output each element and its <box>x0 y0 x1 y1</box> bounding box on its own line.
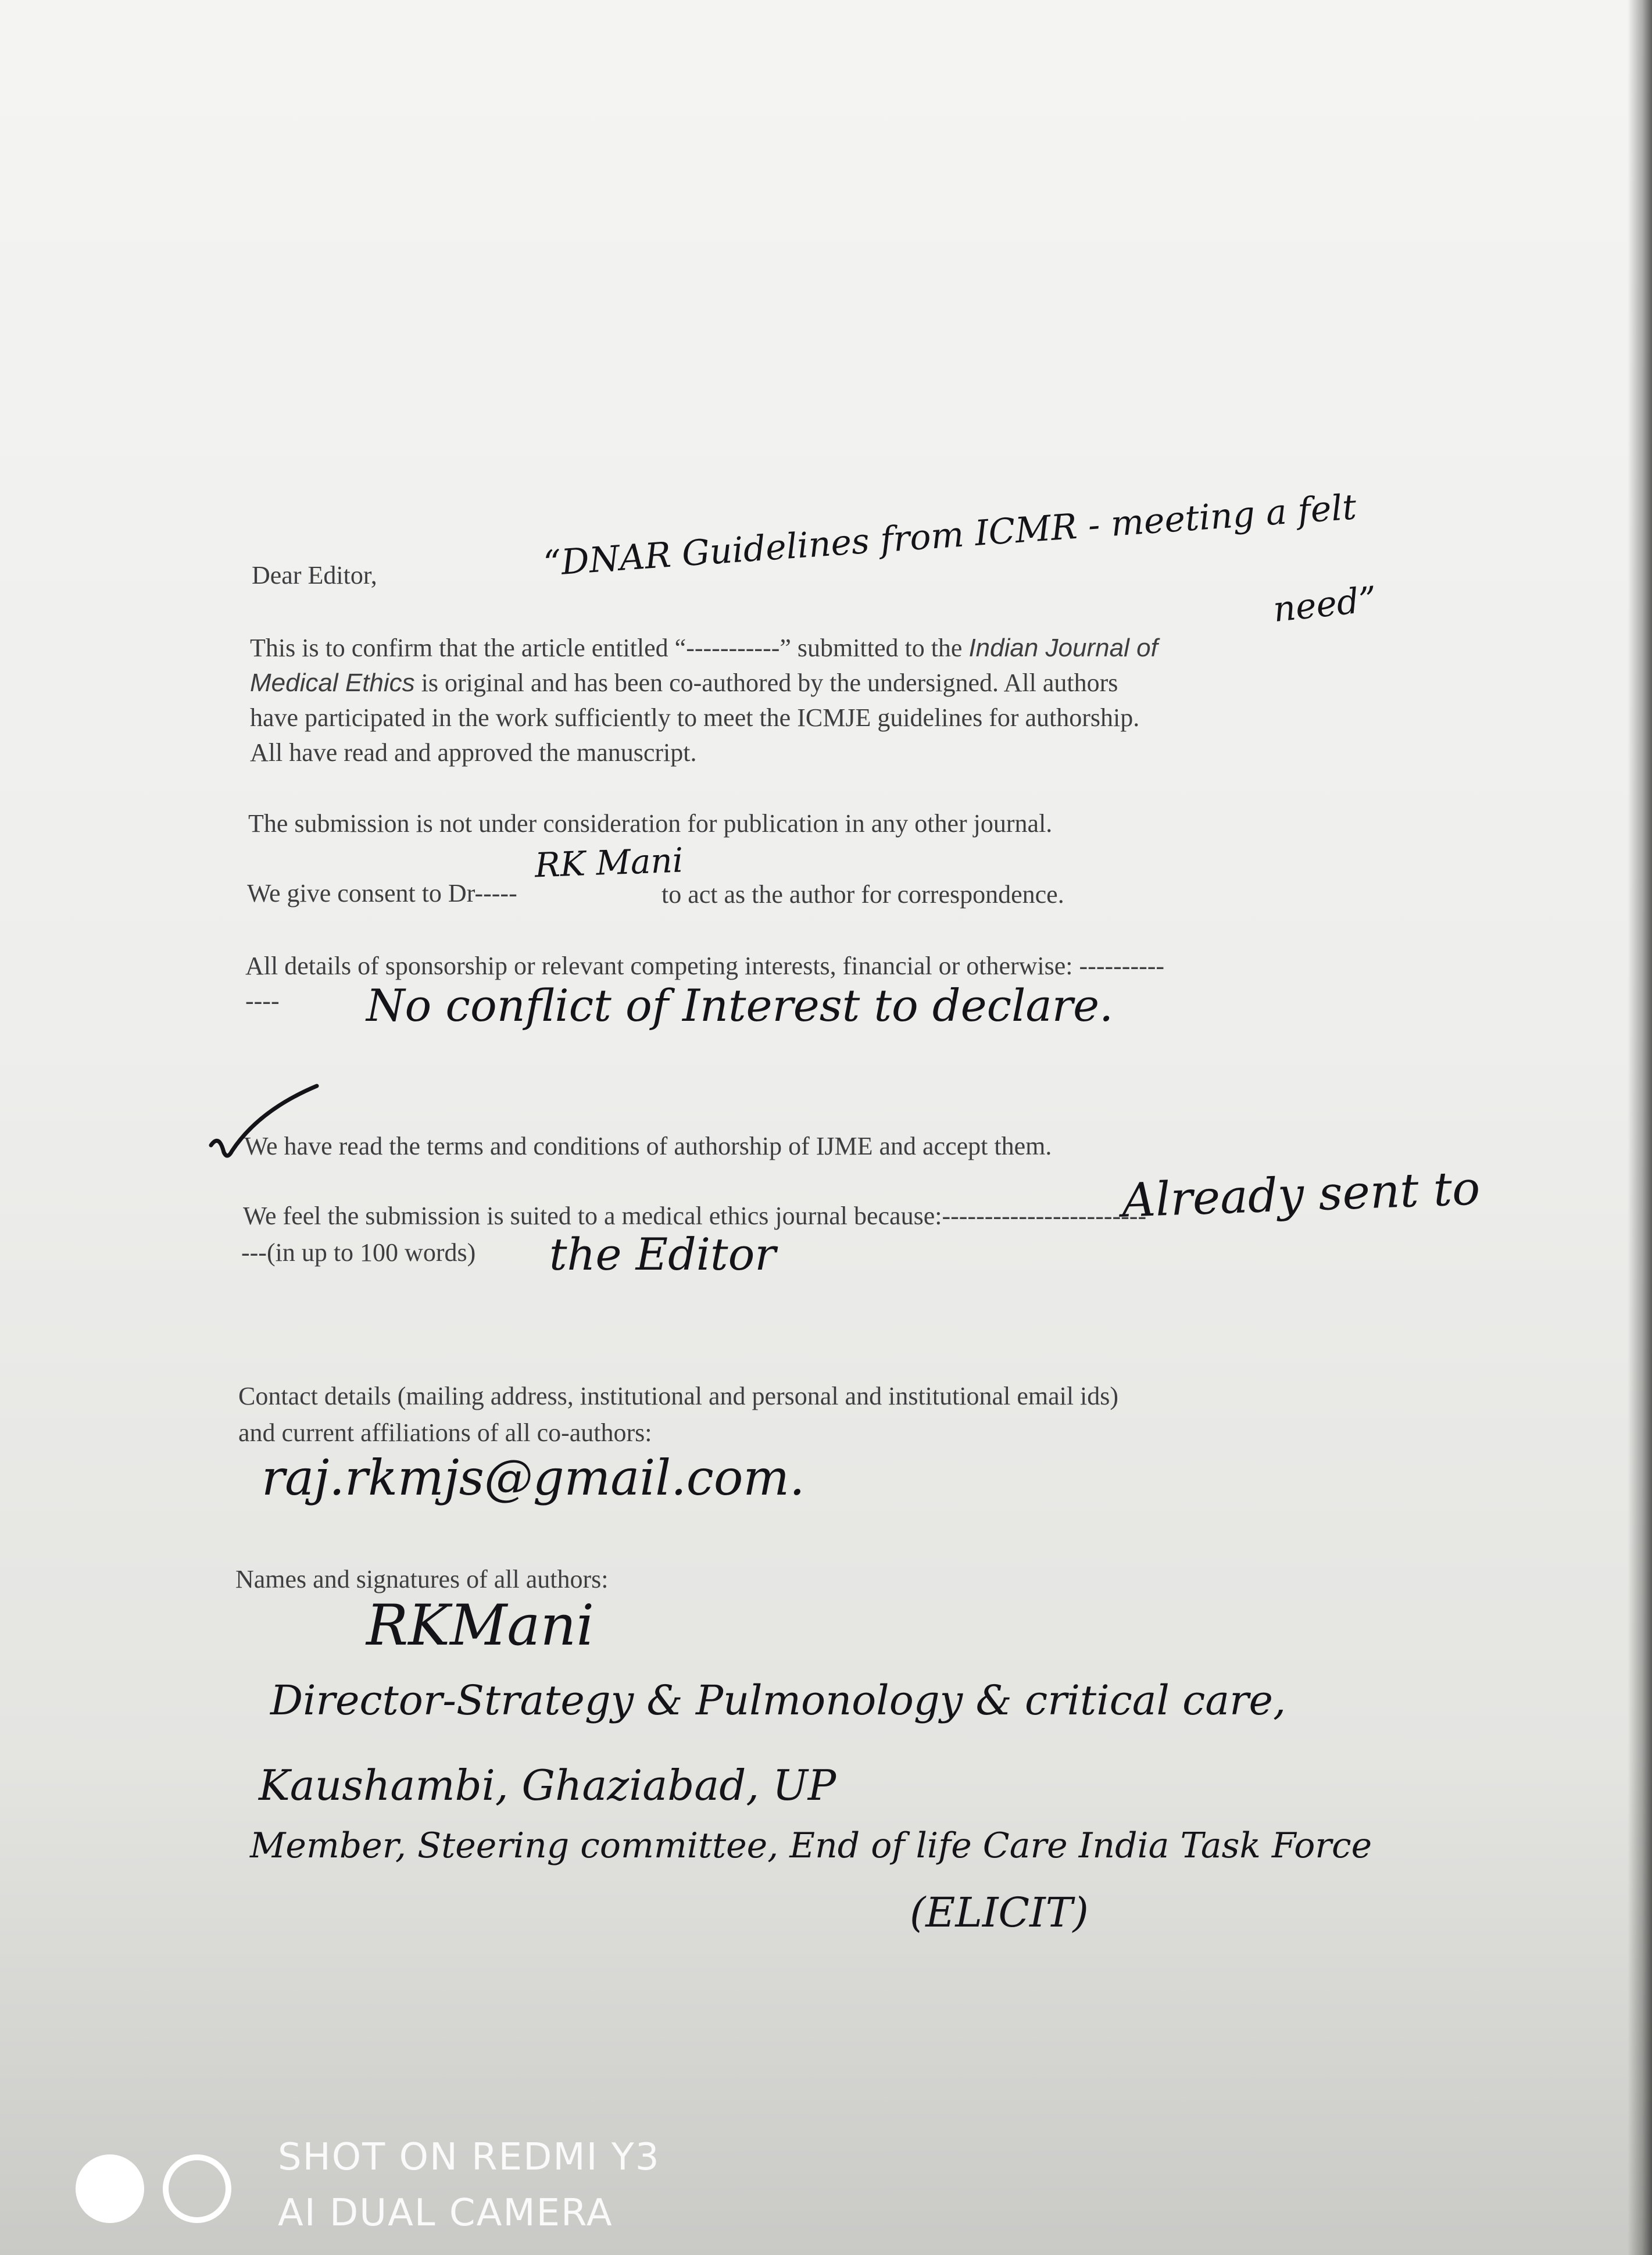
journal-name-part2: Medical Ethics <box>250 669 415 697</box>
handwritten-affiliation-line1: Director-Strategy & Pulmonology & critical care, <box>270 1677 1286 1724</box>
author-signature: RKMani <box>366 1593 595 1658</box>
suitability-line1: We feel the submission is suited to a medical ethics journal because:------------------------ <box>243 1202 1147 1230</box>
consent-suffix: to act as the author for correspondence. <box>661 880 1064 909</box>
handwritten-affiliation-line4: (ELICIT) <box>910 1889 1089 1936</box>
para1-line2-text: is original and has been co-authored by the undersigned. All authors <box>421 669 1118 697</box>
handwritten-email: raj.rkmjs@gmail.com. <box>262 1449 805 1506</box>
sponsorship-line2: ---- <box>245 987 280 1015</box>
paper-shadow-edge <box>1628 0 1652 2255</box>
para1-line2 <box>250 670 1118 696</box>
handwritten-affiliation-line3: Member, Steering committee, End of life Care India Task Force <box>250 1825 1372 1866</box>
para1-line1-text: This is to confirm that the article entitled “-----------” submitted to the <box>250 634 963 662</box>
journal-name-part1: Indian Journal of <box>968 634 1158 662</box>
names-heading: Names and signatures of all authors: <box>235 1565 609 1593</box>
terms-statement: We have read the terms and conditions of authorship of IJME and accept them. <box>244 1132 1052 1160</box>
suitability-line2: ---(in up to 100 words) <box>241 1238 476 1267</box>
submission-statement: The submission is not under consideration for publication in any other journal. <box>248 809 1053 838</box>
sponsorship-line1: All details of sponsorship or relevant competing interests, financial or otherwise: ---------- <box>245 952 1165 980</box>
handwritten-affiliation-line2: Kaushambi, Ghaziabad, UP <box>259 1761 836 1810</box>
para1-line3: have participated in the work sufficiently to meet the ICMJE guidelines for authorship. <box>250 703 1140 732</box>
filled-circle-icon <box>76 2154 144 2223</box>
handwritten-correspondent-name: RK Mani <box>534 840 684 885</box>
outline-circle-icon <box>163 2154 231 2223</box>
para1-line4: All have read and approved the manuscript. <box>250 738 697 767</box>
handwritten-article-title-line2: need” <box>1271 578 1379 631</box>
handwritten-reason-line1: Already sent to <box>1121 1161 1481 1228</box>
salutation: Dear Editor, <box>252 561 377 589</box>
handwritten-article-title-line1: “DNAR Guidelines from ICMR - meeting a felt <box>542 487 1358 584</box>
contact-line2: and current affiliations of all co-authors: <box>238 1418 652 1447</box>
handwritten-reason-line2: the Editor <box>549 1228 776 1280</box>
watermark-line2: AI DUAL CAMERA <box>278 2192 613 2235</box>
contact-line1: Contact details (mailing address, institutional and personal and institutional email ids) <box>238 1382 1119 1410</box>
para1-line1 <box>250 635 1158 661</box>
handwritten-conflict-statement: No conflict of Interest to declare. <box>366 980 1114 1031</box>
consent-prefix: We give consent to Dr----- <box>247 879 517 907</box>
handwritten-check-icon <box>206 1081 323 1163</box>
watermark-line1: SHOT ON REDMI Y3 <box>278 2136 660 2179</box>
